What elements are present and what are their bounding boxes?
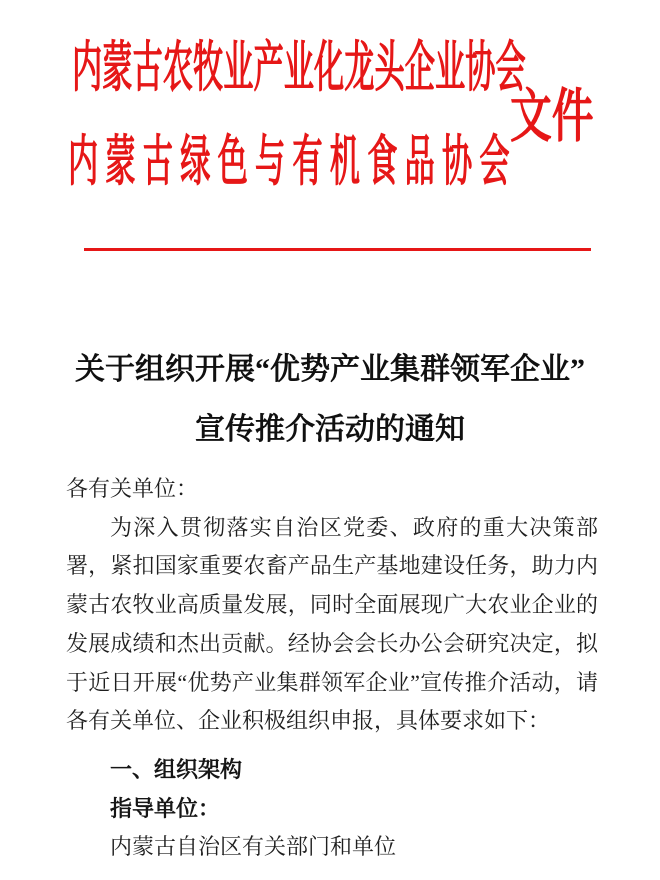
document-title-line1: 关于组织开展“优势产业集群领军企业” [75, 353, 585, 386]
document-type-label: 文件 [510, 84, 594, 149]
document-title [0, 352, 660, 448]
document-title-line2: 宣传推介活动的通知 [195, 413, 465, 446]
body-paragraph: 为深入贯彻落实自治区党委、政府的重大决策部署，紧扣国家重要农畜产品生产基地建设任务，助力内蒙古农牧业高质量发展，同时全面展现广大农业企业的发展成绩和杰出贡献。经协会会长办公会研究决定，拟于近日开展“优势产业集群领军企业”宣传推介活动，请各有关单位、企业积极组织申报，具体要求如下： [66, 514, 598, 734]
subheading-guidance-unit: 指导单位： [110, 795, 221, 821]
document-body [66, 470, 598, 867]
org-name-line1: 内蒙古农牧业产业化龙头企业协会 [72, 37, 526, 98]
guidance-unit-value: 内蒙古自治区有关部门和单位 [110, 834, 397, 860]
salutation: 各有关单位： [66, 476, 199, 501]
section-heading-organization: 一、组织架构 [110, 756, 243, 782]
red-divider-line [84, 248, 591, 251]
org-name-line2: 内蒙古绿色与有机食品协会 [68, 131, 517, 192]
